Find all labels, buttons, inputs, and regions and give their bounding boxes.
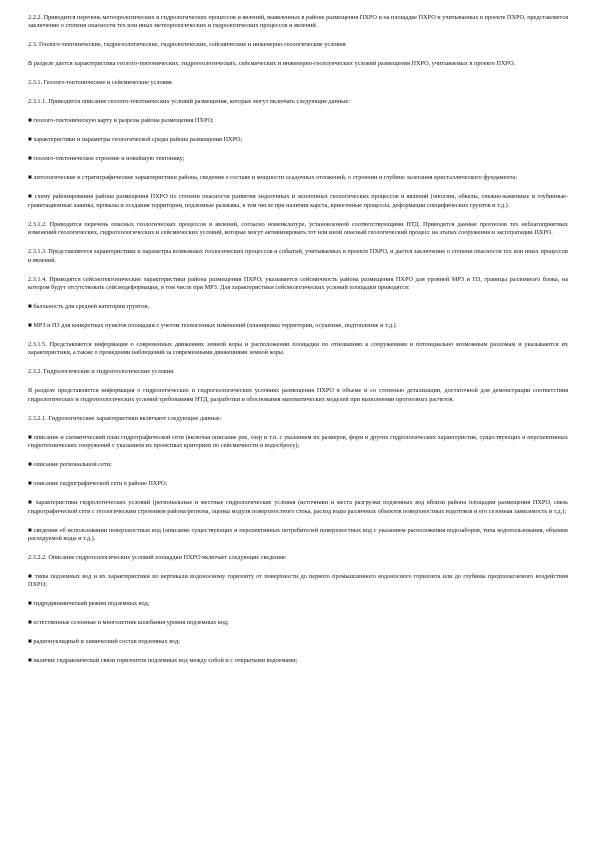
paragraph-2-3-2-intro: В разделе представляется информация о гидрологических и гидрогеологических условиях размещения ПХРО в объеме и со степенью детализации, достаточной для демонстрации соответствия гидрологических и гидрогеологических условий требованиям НТД, разработки и обоснования математических моделей при выполнении прогнозных расчетов. bbox=[28, 387, 568, 403]
paragraph-2-3-1-4: 2.3.1.4. Приводятся сейсмотектонические характеристики района размещения ПХРО; указывается сейсмичность района размещения ПХРО для уровней МРЗ и ПЗ, границы разломного блока, на котором будут отсутствовать сейсмодеформации, в том числе при МРЗ. Для характеристики сейсмологических условий площадки приводятся: bbox=[28, 275, 568, 292]
paragraph-2-3-1-5: 2.3.1.5. Представляется информация о современных движениях земной коры и расположении площадки по отношению к сооружениям и потенциально возможным разломам и указываются их характеристики, а также о проведении наблюдений за современными движениями земной коры. bbox=[28, 341, 568, 357]
paragraph-section-intro: В разделе дается характеристика геолого-тектонических, гидрогеологических, сейсмических и инженерно-геологических условий размещения ПХРО, учитываемых в проекте ПХРО. bbox=[28, 60, 516, 68]
list-item: ■ характеристики и параметры геологической среды района размещения ПХРО; bbox=[28, 136, 243, 144]
list-item: ■ гидродинамический режим подземных вод; bbox=[28, 600, 150, 608]
paragraph-2-3-2-1: 2.3.2.1. Гидрологические характеристики включают следующие данные: bbox=[28, 414, 222, 422]
list-item: ■ схему районирования района размещения ПХРО по степени опасности развития эндогенных и экзогенных геологических процессов и явлений (оползни, обвалы, снежно-каменные и глубинные-гравитационные лавины, провалы и оседания территории, подземные размывы, в том числе при наличии карста, криогенные процессы, деформации специфических грунтов и т.д.). bbox=[28, 193, 568, 209]
list-item: ■ МРЗ и ПЗ для конкретных пунктов площадки с учетом техногенных изменений (планировка территории, осушение, подтопление и т.д.). bbox=[28, 322, 398, 330]
list-item: ■ описание гидрографической сети в районе ПХРО; bbox=[28, 480, 168, 488]
list-item: ■ характеристики гидрологических условий (региональные и местные гидрологические условия (источники и места разгрузки подземных вод вблизи района площадки размещения ПХРО, связь гидрографической сети с геологическим строением района/региона, оценка модуля поверхностного стока, расход воды различных объектов поверхностных водотоков и его сезонная зависимость и т.д.); bbox=[28, 499, 568, 515]
paragraph-2-3-2-2: 2.3.2.2. Описание гидрогеологических условий площадки ПХРО включает следующие сведения: bbox=[28, 554, 287, 562]
section-heading-2-3-1: 2.3.1. Геолого-тектонические и сейсмические условия bbox=[28, 79, 172, 87]
list-item: ■ описание и схематический план гидрографической сети (включая описание рек, озер и т.п. с указанием их размеров, форм и других гидрологических характеристик, существующих и перспективных гидротехнических сооружений с указанием их проектных критериев по сейсмичности и водосбросу); bbox=[28, 433, 568, 450]
list-item: ■ сведения об использовании поверхностных вод (описание существующих и перспективных потребителей поверхностных вод с указанием расположения водозаборов, типа водопользования, объемов расходуемой воды и т.д.). bbox=[28, 526, 568, 543]
paragraph-2-3-1-3: 2.3.1.3. Представляются характеристики и параметры возможных геологических процессов и событий, учитываемых в проекте ПХРО, и дается заключение о степени опасности тех или иных процессов и явлений. bbox=[28, 248, 568, 264]
list-item: ■ геолого-тектоническое строение и новейшую тектонику; bbox=[28, 155, 185, 163]
list-item: ■ геолого-тектоническую карту и разрезы района размещения ПХРО; bbox=[28, 117, 214, 125]
section-heading-2-3-2: 2.3.2. Гидрологические и гидрогеологические условия bbox=[28, 368, 173, 376]
list-item: ■ типы подземных вод и их характеристики по вертикали водоносному горизонту от поверхности до первого промышленного водоносного горизонта или до глубины предполагаемого воздействия ПХРО; bbox=[28, 573, 568, 589]
paragraph-2-3-1-2: 2.3.1.2. Приводится перечень опасных геологических процессов и явлений, согласно номенклатуре, установленной соответствующими НТД. Приводятся данные прогнозов тех неблагоприятных изменений геологических, гидрогеологических и сейсмических условий, которые могут активизировать тот или иной опасный геологический процесс на этапах сооружения и эксплуатации ПХРО. bbox=[28, 220, 568, 237]
section-heading-2-3: 2.3. Геолого-тектонические, гидрогеологические, гидрологические, сейсмические и инженерно-геологические условия bbox=[28, 41, 346, 49]
list-item: ■ балльность для средней категории грунтов; bbox=[28, 303, 150, 311]
list-item: ■ литологические и стратиграфические характеристики района, сведения о составе и мощности осадочных отложений, о строении и глубине залегания кристаллического фундамента; bbox=[28, 174, 518, 182]
document-body bbox=[28, 14, 568, 676]
list-item: ■ естественные сезонные и многолетние колебания уровня подземных вод; bbox=[28, 619, 229, 627]
paragraph-2-2-2: 2.2.2. Приводится перечень метеорологических и гидрологических процессов и явлений, выявленных в районе размещения ПХРО и на площадке ПХРО и учитываемых в проекте ПХРО, представляется заключение о степени опасности тех или иных метеорологических и гидрологических процессов и явлений. bbox=[28, 14, 568, 30]
list-item: ■ радионуклидный и химический состав подземных вод; bbox=[28, 638, 180, 646]
paragraph-2-3-1-1: 2.3.1.1. Приводится описание геолого-тектонических условий размещения, которые могут включать следующие данные: bbox=[28, 98, 350, 106]
list-item: ■ описание региональной сети; bbox=[28, 461, 112, 469]
list-item: ■ наличие гидравлической связи горизонтов подземных вод между собой и с открытыми водоемами; bbox=[28, 657, 298, 665]
